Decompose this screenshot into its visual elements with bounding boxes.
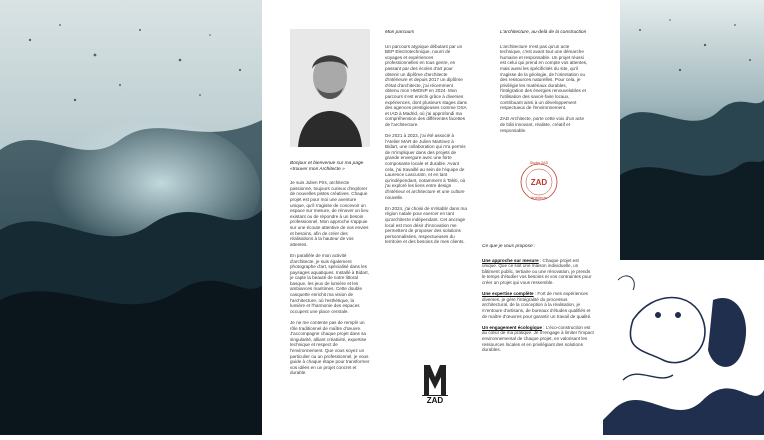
offer-item-3-title: Un engagement écologique (482, 324, 542, 330)
intro-paragraph-3: Je ne me contente pas de remplir un rôle traditionnel de maître d'œuvre. J'accompagne chaque projet dans sa singularité, alliant créativité, expertise technique et respect de l'environnement. Que vous soyez un particulier ou un professionnel, je vous guide à chaque étape pour transformer vos idées en un projet concret et durable. (290, 320, 370, 376)
philosophy-paragraph-1: L'architecture n'est pas qu'un acte technique, c'est avant tout une démarche humaine et responsable. Un projet réussi est celui qui prend en compte vos attentes, mais aussi les spécificités du site, qu'il s'agisse de la géologie, de l'orientation ou des ressources naturelles. Pour cela, je privilégie les matériaux durables, l'intégration des énergies renouvelables et l'utilisation des savoir-faire locaux, contribuant ainsi à un développement respectueux de l'environnement. (500, 43, 588, 111)
studio-stamp (519, 162, 559, 202)
greeting-heading: Bonjour et bienvenue sur ma page «trouver mon Architecte » (290, 161, 364, 172)
career-heading: Mon parcours (385, 30, 415, 35)
offer-item-1 (482, 258, 594, 286)
svg-text:ZAD: ZAD (530, 178, 548, 187)
offer-item-1-text: : Chaque projet est unique. Que ce soit une maison individuelle, un bâtiment public, tertiaire ou une rénovation, je prends le temps d'étudier vos besoins et vos contraintes pour créer un projet qui vous ressemble. (482, 257, 592, 285)
offer-item-2 (482, 291, 594, 319)
offer-item-1-title: Une approche sur mesure (482, 257, 539, 263)
offer-item-3 (482, 325, 594, 353)
zad-logo (420, 357, 450, 409)
stamp-line-bottom: Architecte (531, 196, 547, 200)
logo-text: ZAD (426, 396, 444, 405)
offer-column (482, 244, 594, 358)
offer-item-2-title: Une expertise complète (482, 291, 534, 297)
offer-item-2-text: : Fort de mes expériences diverses, je gère l'intégralité du processus architectural, de la conception à la réalisation, je m'entoure d'artisans, de bureaux d'études qualifiés et de maître d'œuvres pour garantir un travail de qualité. (482, 291, 592, 319)
intro-paragraph-2: En parallèle de mon activité d'architecte, je suis également photographe d'art, spécialisé dans les paysages aquatiques. Installé à Bidart, je capte la beauté de notre littoral basque, les jeux de lumière et les ambiances maritimes. Cette double casquette enrichit ma vision de l'architecture, où l'esthétique, la lumière et l'harmonie des espaces occupent une place centrale. (290, 252, 369, 314)
intro-paragraph-1: Je suis Julien Pirs, architecte passionné, toujours curieux d'explorer de nouvelles pistes créatives. Chaque projet est pour moi une aventure unique, qu'il s'agisse de concevoir un espace sur mesure, de rénover un lieu existant ou de répondre à un besoin professionnel. Mon approche s'appuie sur une écoute attentive de vos envies et besoins, afin de créer des réalisations à la hauteur de vos attentes. (290, 180, 369, 247)
philosophy-column (500, 30, 590, 139)
stamp-line-top: Studio ZAD (529, 161, 549, 165)
offer-item-3-text: : L'éco-construction est au cœur de ma pratique. Je m'engage à limiter l'impact environnemental de chaque projet, en valorisant les ressources locales et en privilégiant des solutions durables. (482, 324, 594, 353)
philosophy-heading: L'architecture, au-delà de la construction (500, 30, 587, 35)
intro-column (290, 161, 370, 382)
offer-heading: Ce que je vous propose : (482, 244, 536, 249)
career-column (385, 30, 467, 251)
career-paragraph-1: Un parcours atypique débutant par un BEP Electrotechnique, nourri de voyages et expériences professionnelles en tous genre, en passant par des écoles d'art pour obtenir un diplôme d'architecte d'intérieure et depuis 2017 un diplôme d'état d'architecte, j'ai récemment obtenu mon HMONP en 2024. Mon parcours s'est enrichi grâce à diverses expériences, dont plusieurs stages dans des agences prestigieuses comme OSA et IAD à Madrid, où j'ai approfondi ma compréhension des différentes facettes de l'architecture. (385, 43, 467, 127)
career-paragraph-3: En 2024, j'ai choisi de m'établir dans ma région natale pour exercer en tant qu'architecte indépendant. Cet ancrage local est mon désir d'innovation me permettent de proposer des solutions personnalisées, respectueuses du territoire et des besoins de mes clients. (385, 205, 467, 245)
wave-photo-right (620, 0, 764, 260)
philosophy-paragraph-2: ZAD Architecte, porte cette voix d'un acte de bâti innovant, réaliste, créatif et responsable. (500, 116, 585, 133)
career-paragraph-2: De 2021 à 2023, j'ai été associé à l'Atelier MAR de Julien Martinez à Bidart, une collaboration qui m'a permis de m'impliquer dans des projets de grande envergure avec une forte composante locale et durable. Avant cela, j'ai travaillé au sein de l'équipe de Laurence Lascuraïn, et en tant qu'indépendant, notamment à Tahiti, où j'ai exploré les liens entre design d'intérieur et architecture et une culture nouvelle. (385, 133, 466, 200)
sea-creatures-illustration (603, 260, 764, 435)
architect-portrait (290, 29, 370, 147)
wave-photo-left (0, 0, 262, 435)
